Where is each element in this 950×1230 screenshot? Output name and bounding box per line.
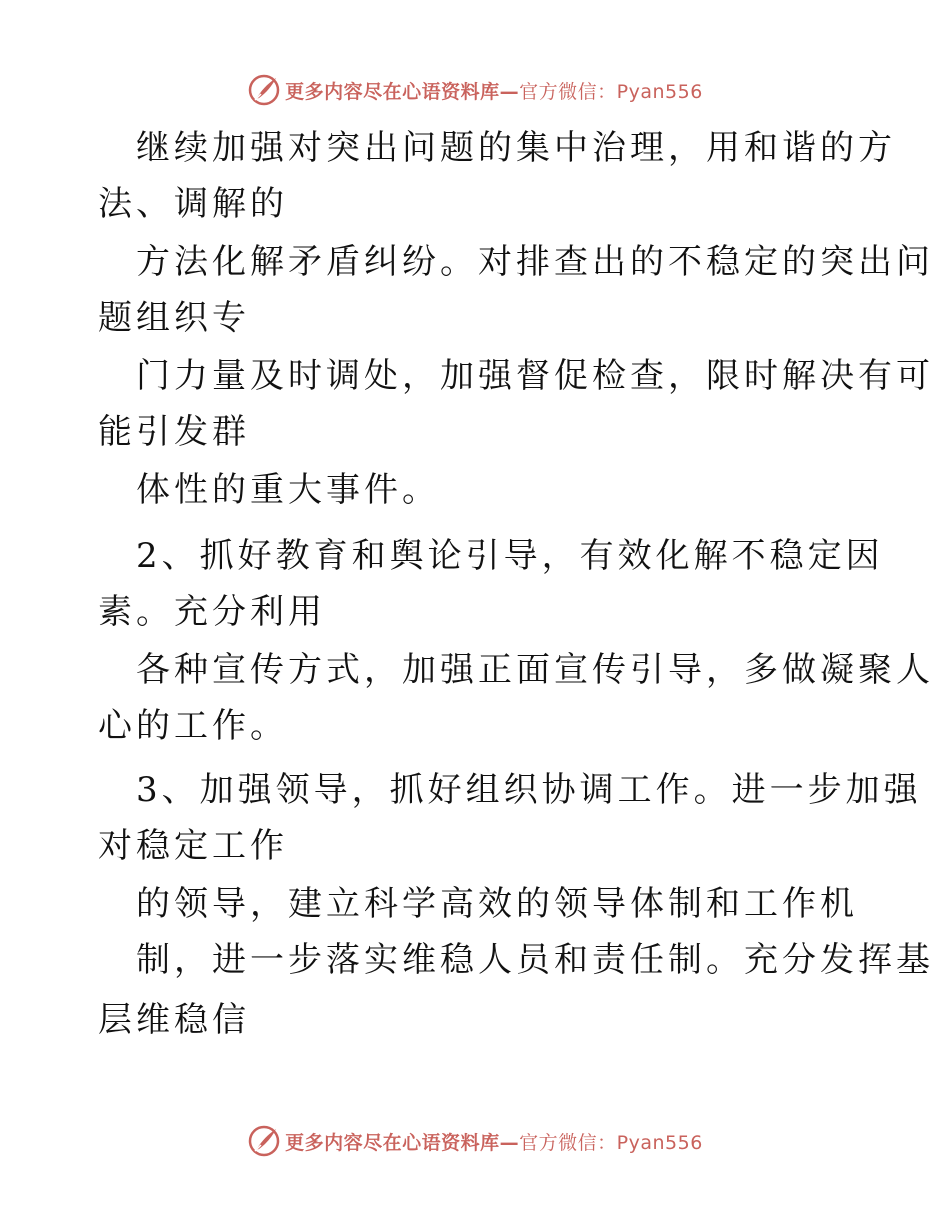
body-line: 心的工作。	[98, 706, 288, 746]
body-line: 方法化解矛盾纠纷。对排查出的不稳定的突出问	[136, 242, 934, 282]
body-line: 法、调解的	[98, 184, 288, 224]
body-line: 3、加强领导，抓好组织协调工作。进一步加强	[136, 770, 922, 810]
body-line: 层维稳信	[98, 1000, 250, 1040]
body-line: 各种宣传方式，加强正面宣传引导，多做凝聚人	[136, 650, 934, 690]
body-line: 门力量及时调处，加强督促检查，限时解决有可	[136, 356, 934, 396]
body-line: 2、抓好教育和舆论引导，有效化解不稳定因	[136, 536, 884, 576]
body-line: 对稳定工作	[98, 826, 288, 866]
body-line: 能引发群	[98, 412, 250, 452]
body-line: 继续加强对突出问题的集中治理，用和谐的方	[136, 128, 896, 168]
feather-pen-logo-icon	[247, 1124, 281, 1158]
body-line: 体性的重大事件。	[136, 470, 440, 510]
body-line: 题组织专	[98, 298, 250, 338]
body-line: 的领导，建立科学高效的领导体制和工作机	[136, 884, 858, 924]
header-banner-text: 更多内容尽在心语资料库—官方微信：Pyan556	[285, 80, 703, 103]
body-line: 素。充分利用	[98, 592, 326, 632]
footer-banner-text: 更多内容尽在心语资料库—官方微信：Pyan556	[285, 1131, 703, 1154]
body-line: 制，进一步落实维稳人员和责任制。充分发挥基	[136, 940, 934, 980]
footer-banner	[0, 1121, 950, 1161]
